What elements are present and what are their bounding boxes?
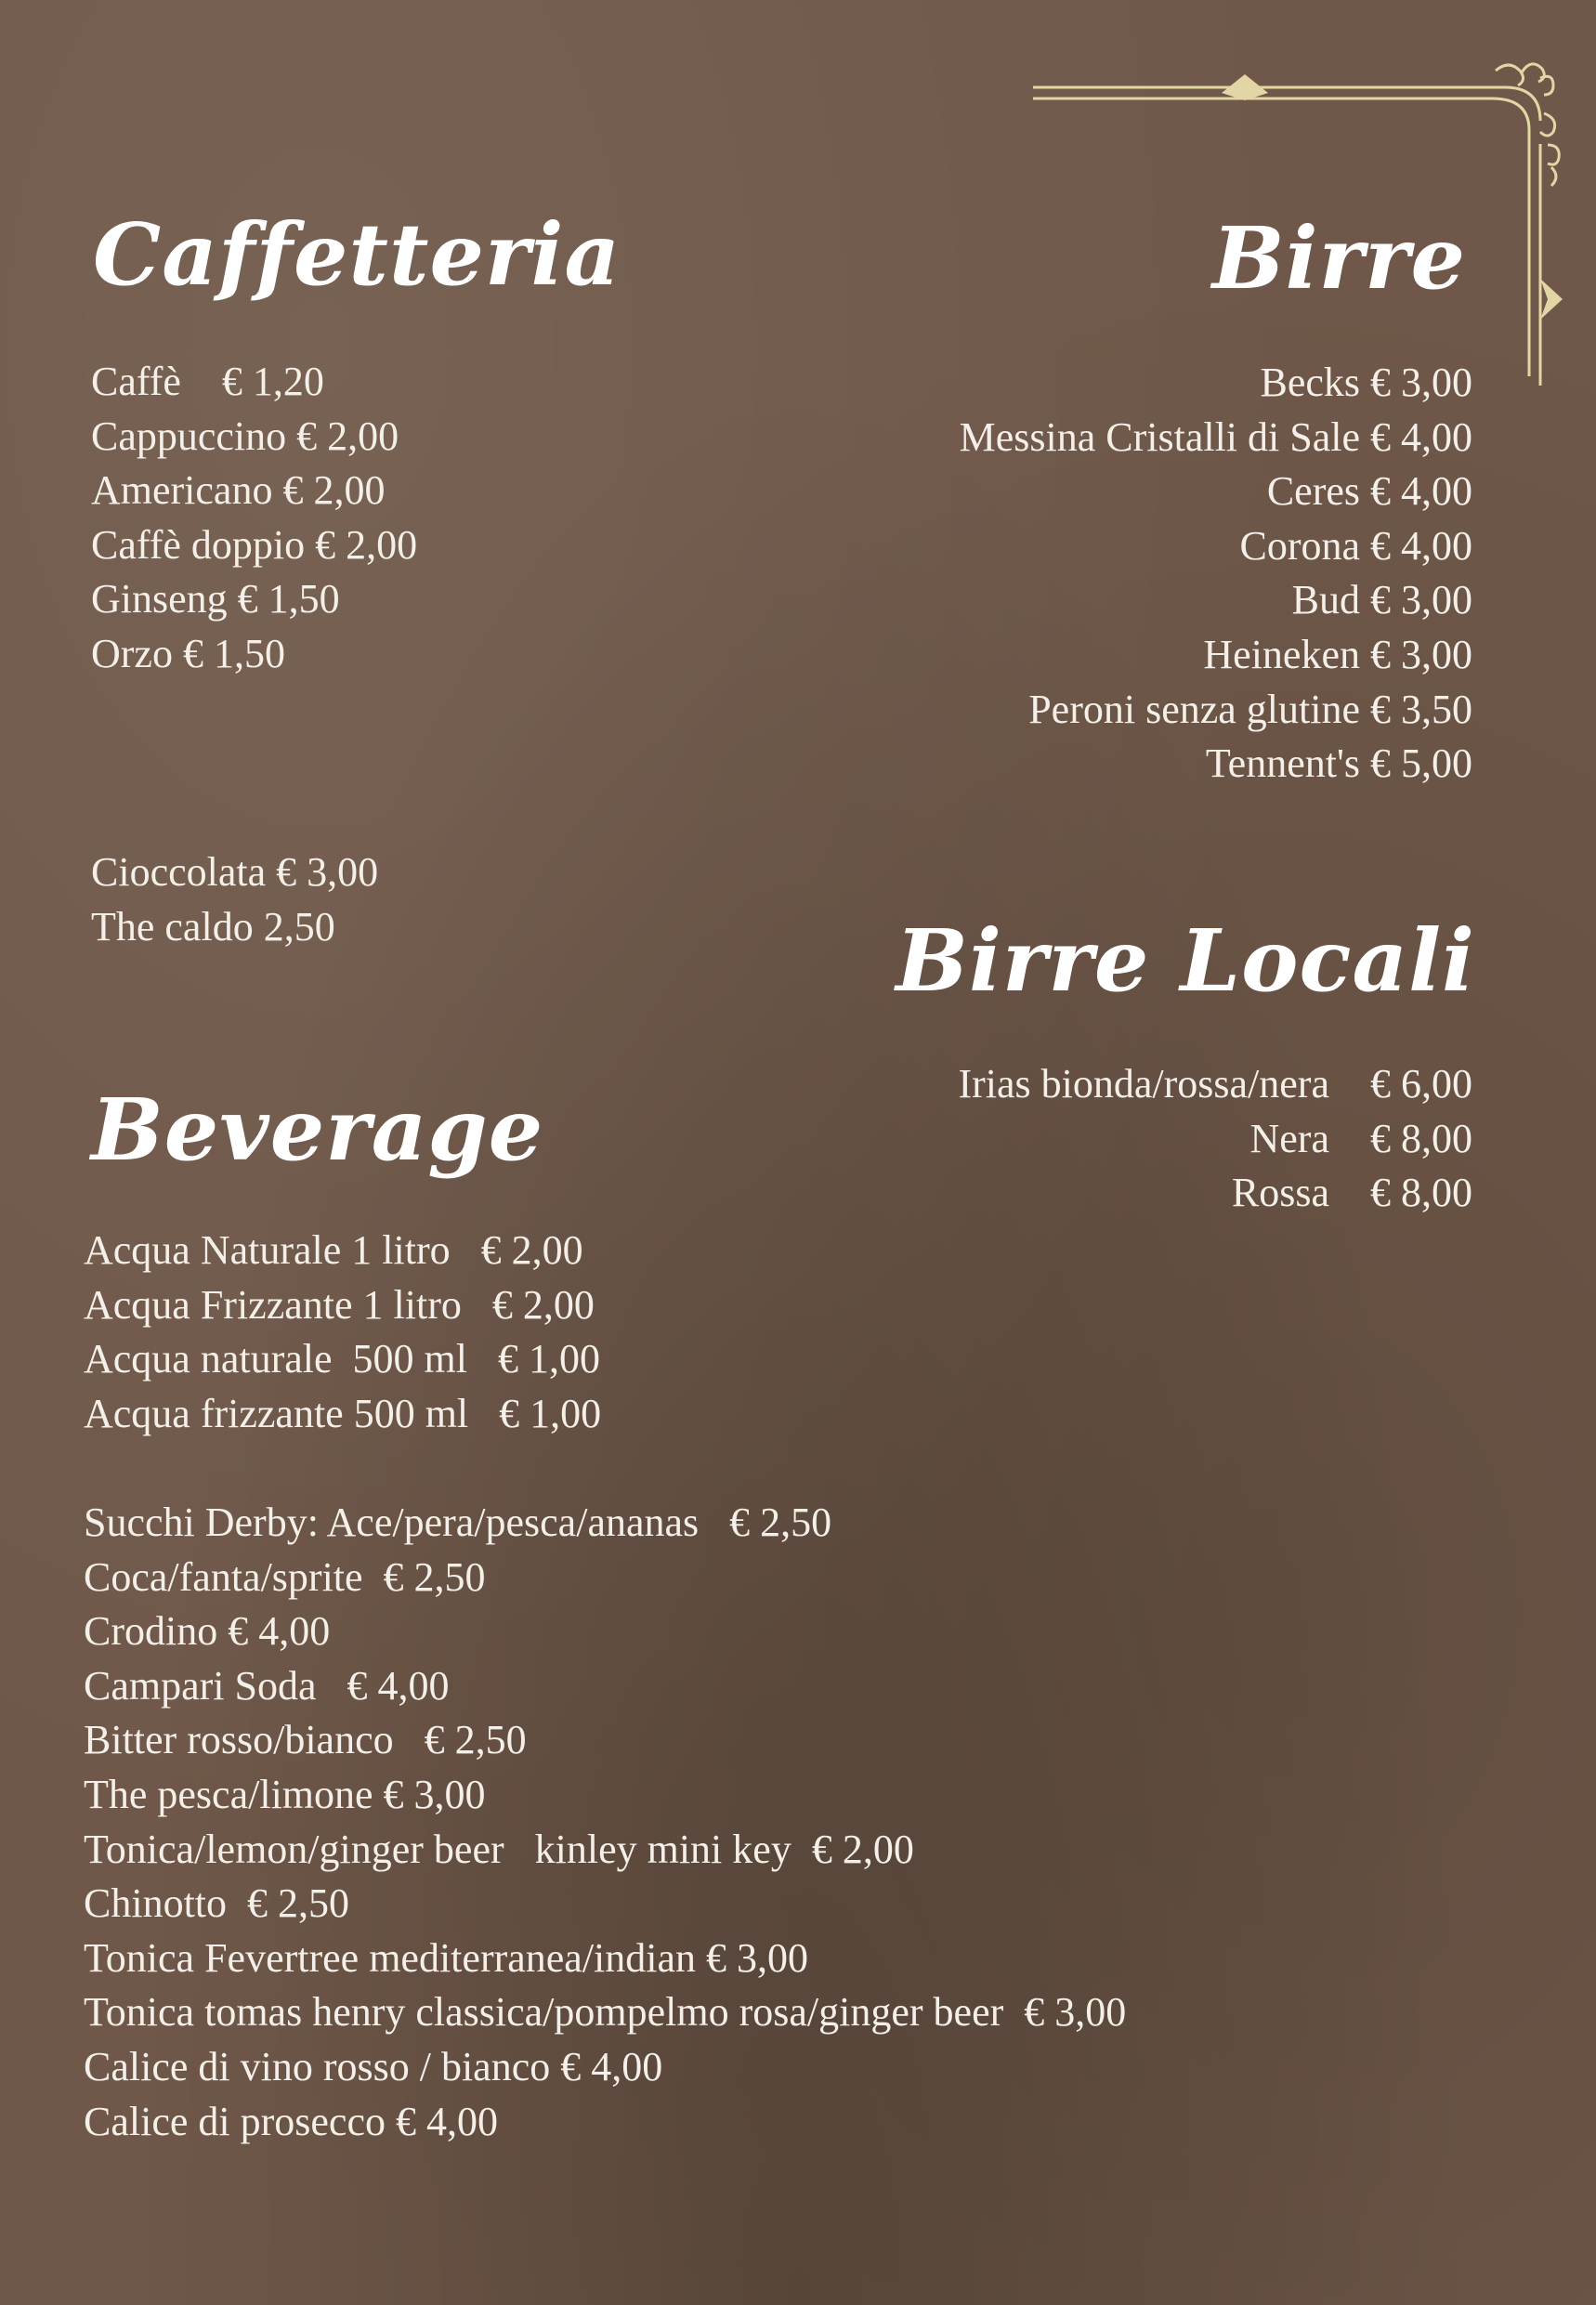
- section-title-caffetteria: Caffetteria: [93, 204, 621, 305]
- menu-item: Ceres € 4,00: [1266, 468, 1472, 515]
- menu-item: Acqua frizzante 500 ml € 1,00: [84, 1390, 602, 1436]
- menu-item: Caffè doppio € 2,00: [91, 521, 418, 568]
- menu-item: Ginseng € 1,50: [91, 576, 340, 622]
- menu-item: Acqua Frizzante 1 litro € 2,00: [84, 1281, 595, 1328]
- beverage-list: [84, 1224, 601, 1441]
- menu-item: Calice di prosecco € 4,00: [84, 2098, 498, 2144]
- menu-item: Chinotto € 2,50: [84, 1880, 350, 1927]
- menu-item: Corona € 4,00: [1239, 522, 1472, 569]
- menu-item: Tonica/lemon/ginger beer kinley mini key € 2,00: [84, 1826, 914, 1872]
- menu-item: Irias bionda/rossa/nera € 6,00: [958, 1061, 1472, 1107]
- menu-item: Messina Cristalli di Sale € 4,00: [959, 413, 1472, 460]
- menu-item: Becks € 3,00: [1260, 360, 1472, 405]
- menu-item: Campari Soda € 4,00: [84, 1662, 450, 1709]
- beverage-list-extra: [84, 1496, 1126, 2149]
- menu-item: Tonica tomas henry classica/pompelmo rosa/ginger beer € 3,00: [84, 1989, 1127, 2036]
- menu-item: Calice di vino rosso / bianco € 4,00: [84, 2043, 663, 2089]
- menu-item: Americano € 2,00: [91, 467, 386, 514]
- birre-list: [960, 356, 1472, 792]
- menu-item: Succhi Derby: Ace/pera/pesca/ananas € 2,50: [84, 1500, 832, 1545]
- menu-item: Tennent's € 5,00: [1205, 740, 1472, 787]
- birre-locali-list: [958, 1057, 1472, 1221]
- menu-item: Cappuccino € 2,00: [91, 413, 399, 459]
- menu-item: Acqua Naturale 1 litro € 2,00: [84, 1227, 583, 1273]
- menu-item: Crodino € 4,00: [84, 1608, 331, 1655]
- menu-item: Nera € 8,00: [1249, 1115, 1472, 1161]
- menu-item: Bitter rosso/bianco € 2,50: [84, 1717, 527, 1763]
- menu-item: Peroni senza glutine € 3,50: [1028, 686, 1472, 732]
- menu-item: Bud € 3,00: [1291, 577, 1472, 623]
- menu-item: Orzo € 1,50: [91, 630, 285, 676]
- caffetteria-list-extra: [91, 845, 378, 954]
- caffetteria-list: [91, 355, 417, 682]
- menu-item: Acqua naturale 500 ml € 1,00: [84, 1336, 600, 1382]
- menu-item: Tonica Fevertree mediterranea/indian € 3,00: [84, 1934, 809, 1981]
- menu-item: Caffè € 1,20: [91, 359, 324, 404]
- menu-item: The pesca/limone € 3,00: [84, 1771, 486, 1817]
- menu-item: Heineken € 3,00: [1203, 631, 1472, 677]
- menu-item: Cioccolata € 3,00: [91, 849, 379, 895]
- section-title-birre: Birre: [1211, 208, 1466, 308]
- section-title-beverage: Beverage: [91, 1080, 544, 1180]
- menu-item: Rossa € 8,00: [1231, 1170, 1472, 1216]
- section-title-birre-locali: Birre Locali: [896, 910, 1475, 1011]
- menu-item: Coca/fanta/sprite € 2,50: [84, 1553, 486, 1600]
- menu-item: The caldo 2,50: [91, 903, 335, 950]
